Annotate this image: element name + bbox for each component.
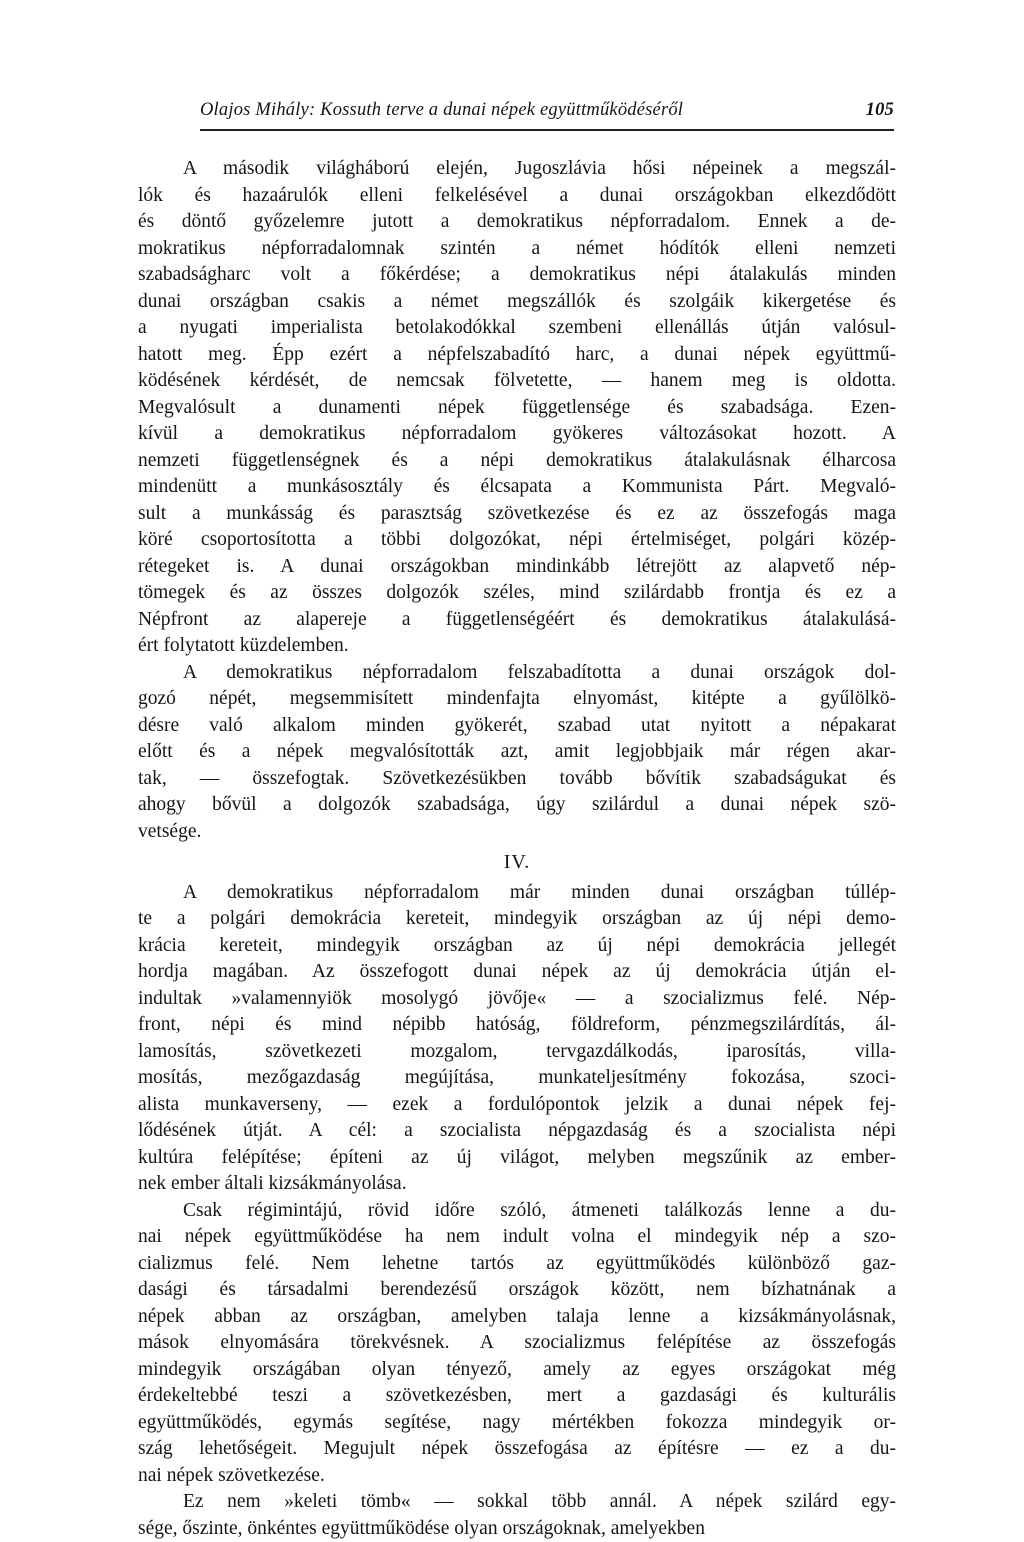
running-title: Olajos Mihály: Kossuth terve a dunai népek együttműködéséről — [200, 100, 683, 121]
text-line: nai népek együttműködése ha nem indult volna el mindegyik nép a szo- — [138, 1224, 896, 1251]
text-line: cializmus felé. Nem lehetne tartós az együttműködés különböző gaz- — [138, 1251, 896, 1278]
section-heading: IV. — [138, 845, 896, 880]
text-line: hordja magában. Az összefogott dunai népek az új demokrácia útján el- — [138, 959, 896, 986]
text-line: Csak régimintájú, rövid időre szóló, átmeneti találkozás lenne a du- — [138, 1198, 896, 1225]
text-line: mások elnyomására törekvésnek. A szocializmus felépítése az összefogás — [138, 1330, 896, 1357]
paragraph — [138, 880, 896, 1198]
text-line: Megvalósult a dunamenti népek függetlensége és szabadsága. Ezen- — [138, 395, 896, 422]
text-line: désre való alkalom minden gyökerét, szabad utat nyitott a népakarat — [138, 713, 896, 740]
paragraph — [138, 660, 896, 846]
text-line: Ez nem »keleti tömb« — sokkal több annál. A népek szilárd egy- — [138, 1489, 896, 1516]
text-line: szabadságharc volt a főkérdése; a demokratikus népi átalakulás minden — [138, 262, 896, 289]
text-line: A második világháború elején, Jugoszlávia hősi népeinek a megszál- — [138, 156, 896, 183]
text-line: és döntő győzelemre jutott a demokratikus népforradalom. Ennek a de- — [138, 209, 896, 236]
text-line: Népfront az alapereje a függetlenségéért és demokratikus átalakulásá- — [138, 607, 896, 634]
text-line: front, népi és mind népibb hatóság, földreform, pénzmegszilárdítás, ál- — [138, 1012, 896, 1039]
text-line: alista munkaverseny, — ezek a fordulópontok jelzik a dunai népek fej- — [138, 1092, 896, 1119]
text-line: nai népek szövetkezése. — [138, 1463, 896, 1490]
text-line: gozó népét, megsemmisített mindenfajta elnyomást, kitépte a gyűlölkö- — [138, 686, 896, 713]
paragraph — [138, 1198, 896, 1490]
text-line: A demokratikus népforradalom már minden dunai országban túllép- — [138, 880, 896, 907]
text-line: mosítás, mezőgazdaság megújítása, munkateljesítmény fokozása, szoci- — [138, 1065, 896, 1092]
text-line: nek ember általi kizsákmányolása. — [138, 1171, 896, 1198]
text-line: dasági és társadalmi berendezésű országok között, nem bízhatnának a — [138, 1277, 896, 1304]
text-line: érdekeltebbé teszi a szövetkezésben, mert a gazdasági és kulturális — [138, 1383, 896, 1410]
text-line: kívül a demokratikus népforradalom gyökeres változásokat hozott. A — [138, 421, 896, 448]
text-line: dunai országban csakis a német megszállók és szolgáik kikergetése és — [138, 289, 896, 316]
text-line: lók és hazaárulók elleni felkelésével a dunai országokban elkezdődött — [138, 183, 896, 210]
text-line: te a polgári demokrácia kereteit, mindegyik országban az új népi demo- — [138, 906, 896, 933]
text-line: a nyugati imperialista betolakodókkal szembeni ellenállás útján valósul- — [138, 315, 896, 342]
text-line: népek abban az országban, amelyben talaja lenne a kizsákmányolásnak, — [138, 1304, 896, 1331]
page-number: 105 — [866, 100, 894, 121]
running-head — [200, 100, 894, 121]
paragraph — [138, 1489, 896, 1542]
text-line: szág lehetőségeit. Megujult népek összefogása az építésre — ez a du- — [138, 1436, 896, 1463]
text-line: A demokratikus népforradalom felszabadította a dunai országok dol- — [138, 660, 896, 687]
body-text — [138, 156, 896, 1542]
text-line: sult a munkásság és parasztság szövetkezése és ez az összefogás maga — [138, 501, 896, 528]
text-line: lődésének útját. A cél: a szocialista népgazdaság és a szocialista népi — [138, 1118, 896, 1145]
text-line: hatott meg. Épp ezért a népfelszabadító harc, a dunai népek együttmű- — [138, 342, 896, 369]
text-line: krácia kereteit, mindegyik országban az új népi demokrácia jellegét — [138, 933, 896, 960]
text-line: vetsége. — [138, 819, 896, 846]
text-line: együttműködés, egymás segítése, nagy mértékben fokozza mindegyik or- — [138, 1410, 896, 1437]
text-line: tömegek és az összes dolgozók széles, mind szilárdabb frontja és ez a — [138, 580, 896, 607]
paragraph — [138, 156, 896, 660]
text-line: ködésének kérdését, de nemcsak fölvetette, — hanem meg is oldotta. — [138, 368, 896, 395]
text-line: mindegyik országában olyan tényező, amely az egyes országokat még — [138, 1357, 896, 1384]
text-line: tak, — összefogtak. Szövetkezésükben tovább bővítik szabadságukat és — [138, 766, 896, 793]
text-line: ért folytatott küzdelemben. — [138, 633, 896, 660]
text-line: lamosítás, szövetkezeti mozgalom, tervgazdálkodás, iparosítás, villa- — [138, 1039, 896, 1066]
text-line: nemzeti függetlenségnek és a népi demokratikus átalakulásnak élharcosa — [138, 448, 896, 475]
text-line: sége, őszinte, önkéntes együttműködése olyan országoknak, amelyekben — [138, 1516, 896, 1542]
text-line: rétegeket is. A dunai országokban mindinkább létrejött az alapvető nép- — [138, 554, 896, 581]
text-line: mindenütt a munkásosztály és élcsapata a Kommunista Párt. Megvaló- — [138, 474, 896, 501]
text-line: köré csoportosította a többi dolgozókat, népi értelmiséget, polgári közép- — [138, 527, 896, 554]
header-rule — [200, 129, 894, 131]
text-line: előtt és a népek megvalósították azt, amit legjobbjaik már régen akar- — [138, 739, 896, 766]
text-line: kultúra felépítése; építeni az új világot, melyben megszűnik az ember- — [138, 1145, 896, 1172]
text-line: indultak »valamennyiök mosolygó jövője« — a szocializmus felé. Nép- — [138, 986, 896, 1013]
text-line: ahogy bővül a dolgozók szabadsága, úgy szilárdul a dunai népek szö- — [138, 792, 896, 819]
text-line: mokratikus népforradalomnak szintén a német hódítók elleni nemzeti — [138, 236, 896, 263]
